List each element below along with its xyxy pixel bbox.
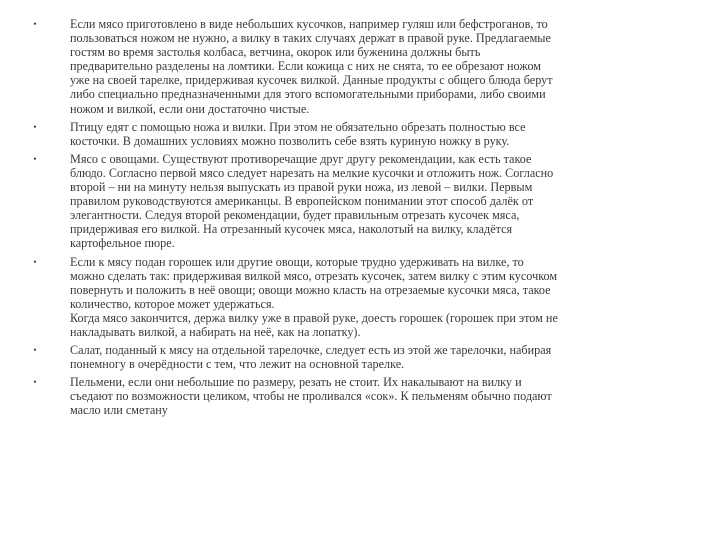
list-item-text: Если мясо приготовлено в виде небольших кусочков, например гуляш или бефстроганов, то пользоваться ножом не нужно, а вилку в таких случаях держат в правой руке. Предлагаемые гостям во время застолья колбаса, ветчина, окорок или буженина должны быть предварительно разделены на ломтики. Если кожица с них не снята, то ее обрезают ножом уже на своей тарелке, придерживая кусочек вилкой. Данные продукты с общего блюда берут либо специально предназначенными для этого вспомогательными приборами, либо своими ножом и вилкой, если они достаточно чистые. — [70, 17, 553, 116]
bullet-icon: • — [33, 377, 37, 388]
list-item-text: Птицу едят с помощью ножа и вилки. При этом не обязательно обрезать полностью все косточки. В домашних условиях можно позволить себе взять куриную ножку в руку. — [70, 119, 526, 148]
bullet-icon: • — [33, 345, 37, 356]
bullet-list — [30, 17, 690, 422]
list-item — [30, 343, 690, 371]
bullet-icon: • — [33, 121, 37, 132]
list-item — [30, 120, 690, 148]
list-item-text: Если к мясу подан горошек или другие овощи, которые трудно удерживать на вилке, то можно сделать так: придерживая вилкой мясо, отрезать кусочек, затем вилку с этим кусочком повернуть и положить в неё овощи; овощи можно класть на отрезаемые кусочки мяса, такое количество, которое может удержаться. Когда мясо закончится, держа вилку уже в правой руке, доесть горошек (горошек при этом не накладывать вилкой, а набирать на неё, как на лопатку). — [70, 254, 558, 339]
list-item — [30, 17, 690, 116]
list-item — [30, 152, 690, 251]
bullet-icon: • — [33, 19, 37, 29]
list-item-text: Мясо с овощами. Существуют противоречащие друг другу рекомендации, как есть такое блюдо. Согласно первой мясо следует нарезать на мелкие кусочки и отложить нож. Согласно второй – ни на минуту нельзя выпускать из правой руки ножа, из левой – вилки. Первым правилом руководствуются американцы. В европейском понимании этот способ далёк от элегантности. Следуя второй рекомендации, будет правильным отрезать кусочек мяса, придерживая его вилкой. На отрезанный кусочек мяса, наколотый на вилку, кладётся картофельное пюре. — [70, 151, 554, 251]
bullet-icon: • — [33, 256, 37, 267]
list-item — [30, 255, 690, 340]
list-item-text: Пельмени, если они небольшие по размеру, резать не стоит. Их накалывают на вилку и съедают по возможности целиком, чтобы не проливался «сок». К пельменям обычно подают масло или сметану — [70, 375, 552, 418]
list-item — [30, 375, 690, 417]
bullet-icon: • — [33, 153, 37, 164]
list-item-text: Салат, поданный к мясу на отдельной тарелочке, следует есть из этой же тарелочки, набирая понемногу в очерёдности с тем, что лежит на основной тарелке. — [70, 343, 552, 372]
